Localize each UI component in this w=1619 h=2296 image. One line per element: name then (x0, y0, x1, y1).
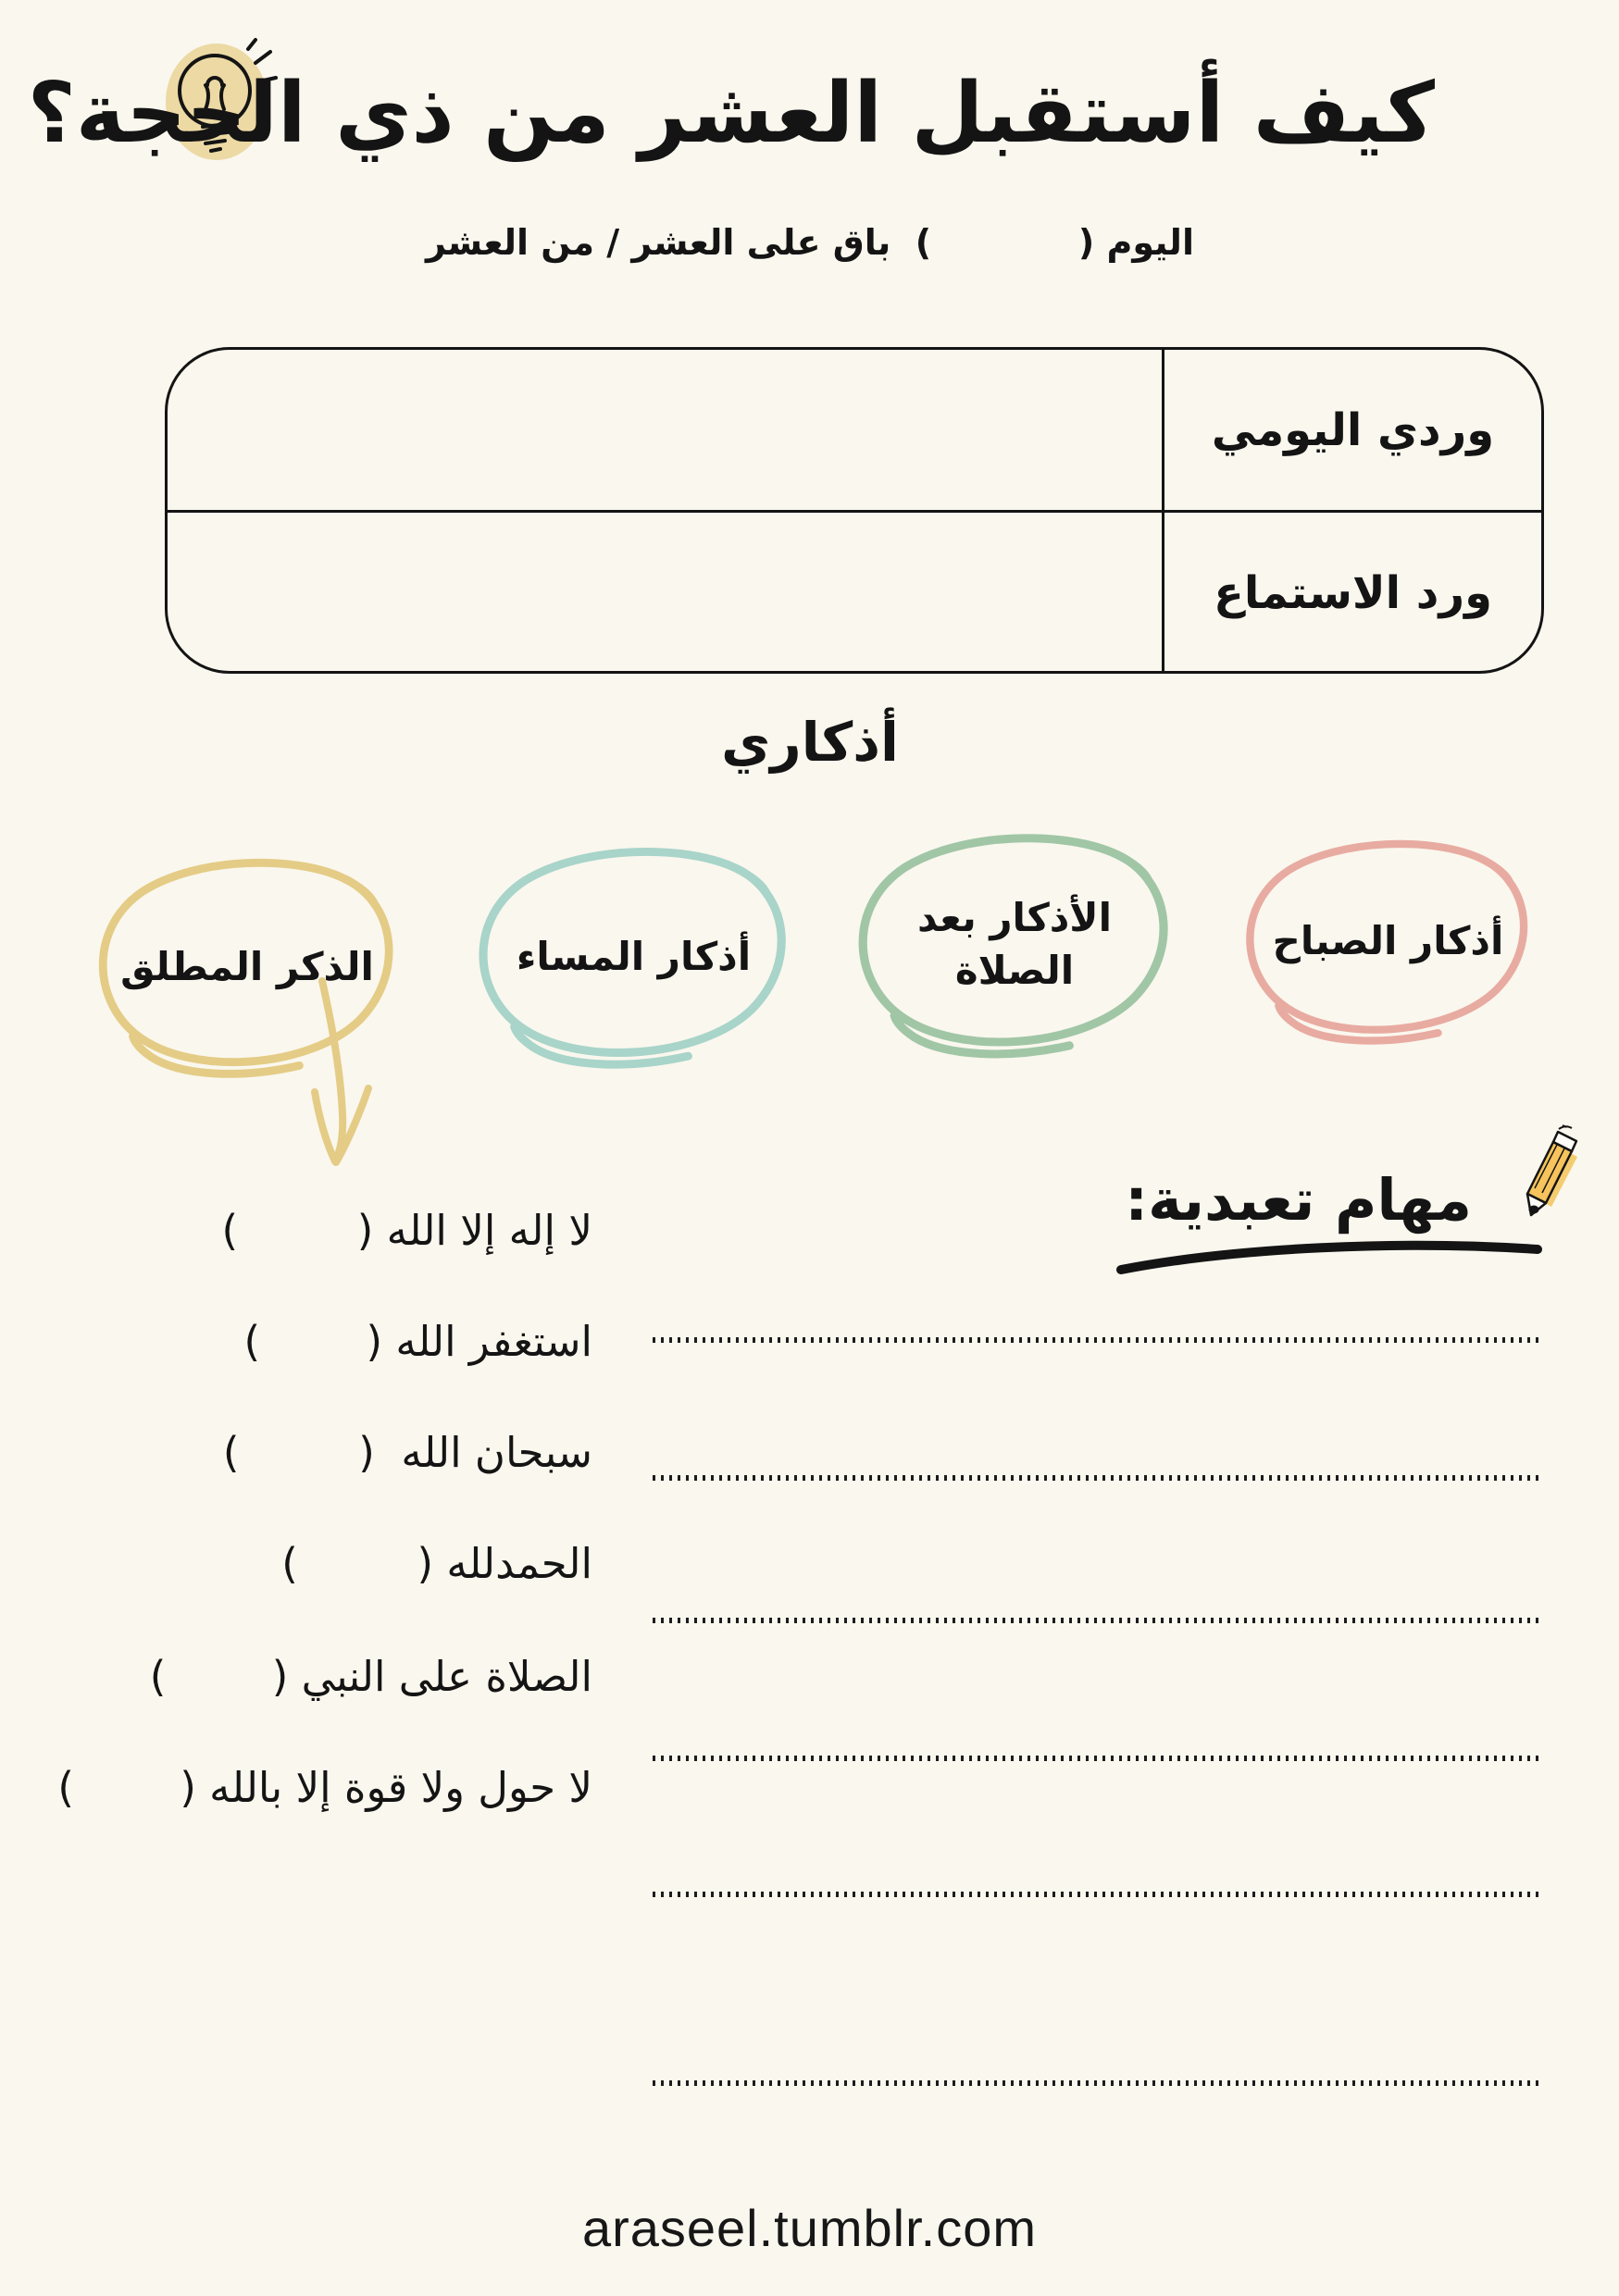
dhikr-item-tasbih: سبحان الله ( ) (222, 1428, 592, 1477)
bubble-label: الأذكار بعد الصلاة (917, 895, 1112, 993)
dhikr-item-hawqala: لا حول ولا قوة إلا بالله ( ) (57, 1763, 592, 1812)
daily-ward-input-cell[interactable] (168, 350, 1162, 510)
dhikr-item-istighfar: استغفر الله ( ) (243, 1317, 592, 1366)
day-counter-line: اليوم ( ) باق على العشر / من العشر (426, 222, 1194, 263)
underline-swoosh (1115, 1238, 1543, 1283)
daily-ward-label: وردي اليومي (1211, 403, 1495, 456)
bubble-morning-adhkar (1233, 826, 1543, 1056)
task-write-line[interactable] (653, 1337, 1539, 1343)
task-write-line[interactable] (653, 1756, 1539, 1761)
arrow-down-icon (304, 977, 387, 1167)
ward-table (165, 347, 1544, 674)
listening-ward-label: ورد الاستماع (1214, 566, 1492, 619)
bubble-evening-adhkar (465, 833, 803, 1081)
task-write-line[interactable] (653, 2080, 1539, 2086)
bubble-after-prayer-adhkar (844, 819, 1185, 1071)
dhikr-item-tahlil: لا إله إلا الله ( ) (221, 1206, 592, 1255)
task-write-line[interactable] (653, 1475, 1539, 1481)
bubble-label: أذكار الصباح (1272, 917, 1504, 963)
dhikr-item-tahmid: الحمدلله ( ) (281, 1539, 592, 1588)
page-title: كيف أستقبل العشر من ذي الحجة؟ (27, 65, 1435, 162)
bubble-label: الذكر المطلق (120, 943, 374, 989)
pencil-icon (1488, 1123, 1581, 1225)
page-footer-url: araseel.tumblr.com (581, 2199, 1038, 2257)
bubble-label: أذكار المساء (516, 933, 752, 979)
adhkar-heading: أذكاري (721, 711, 899, 774)
listening-ward-input-cell[interactable] (168, 513, 1162, 673)
task-write-line[interactable] (653, 1618, 1539, 1623)
dhikr-item-salawat: الصلاة على النبي ( ) (149, 1652, 592, 1701)
tasks-heading: مهام تعبدية: (1125, 1166, 1472, 1234)
task-write-line[interactable] (653, 1892, 1539, 1897)
